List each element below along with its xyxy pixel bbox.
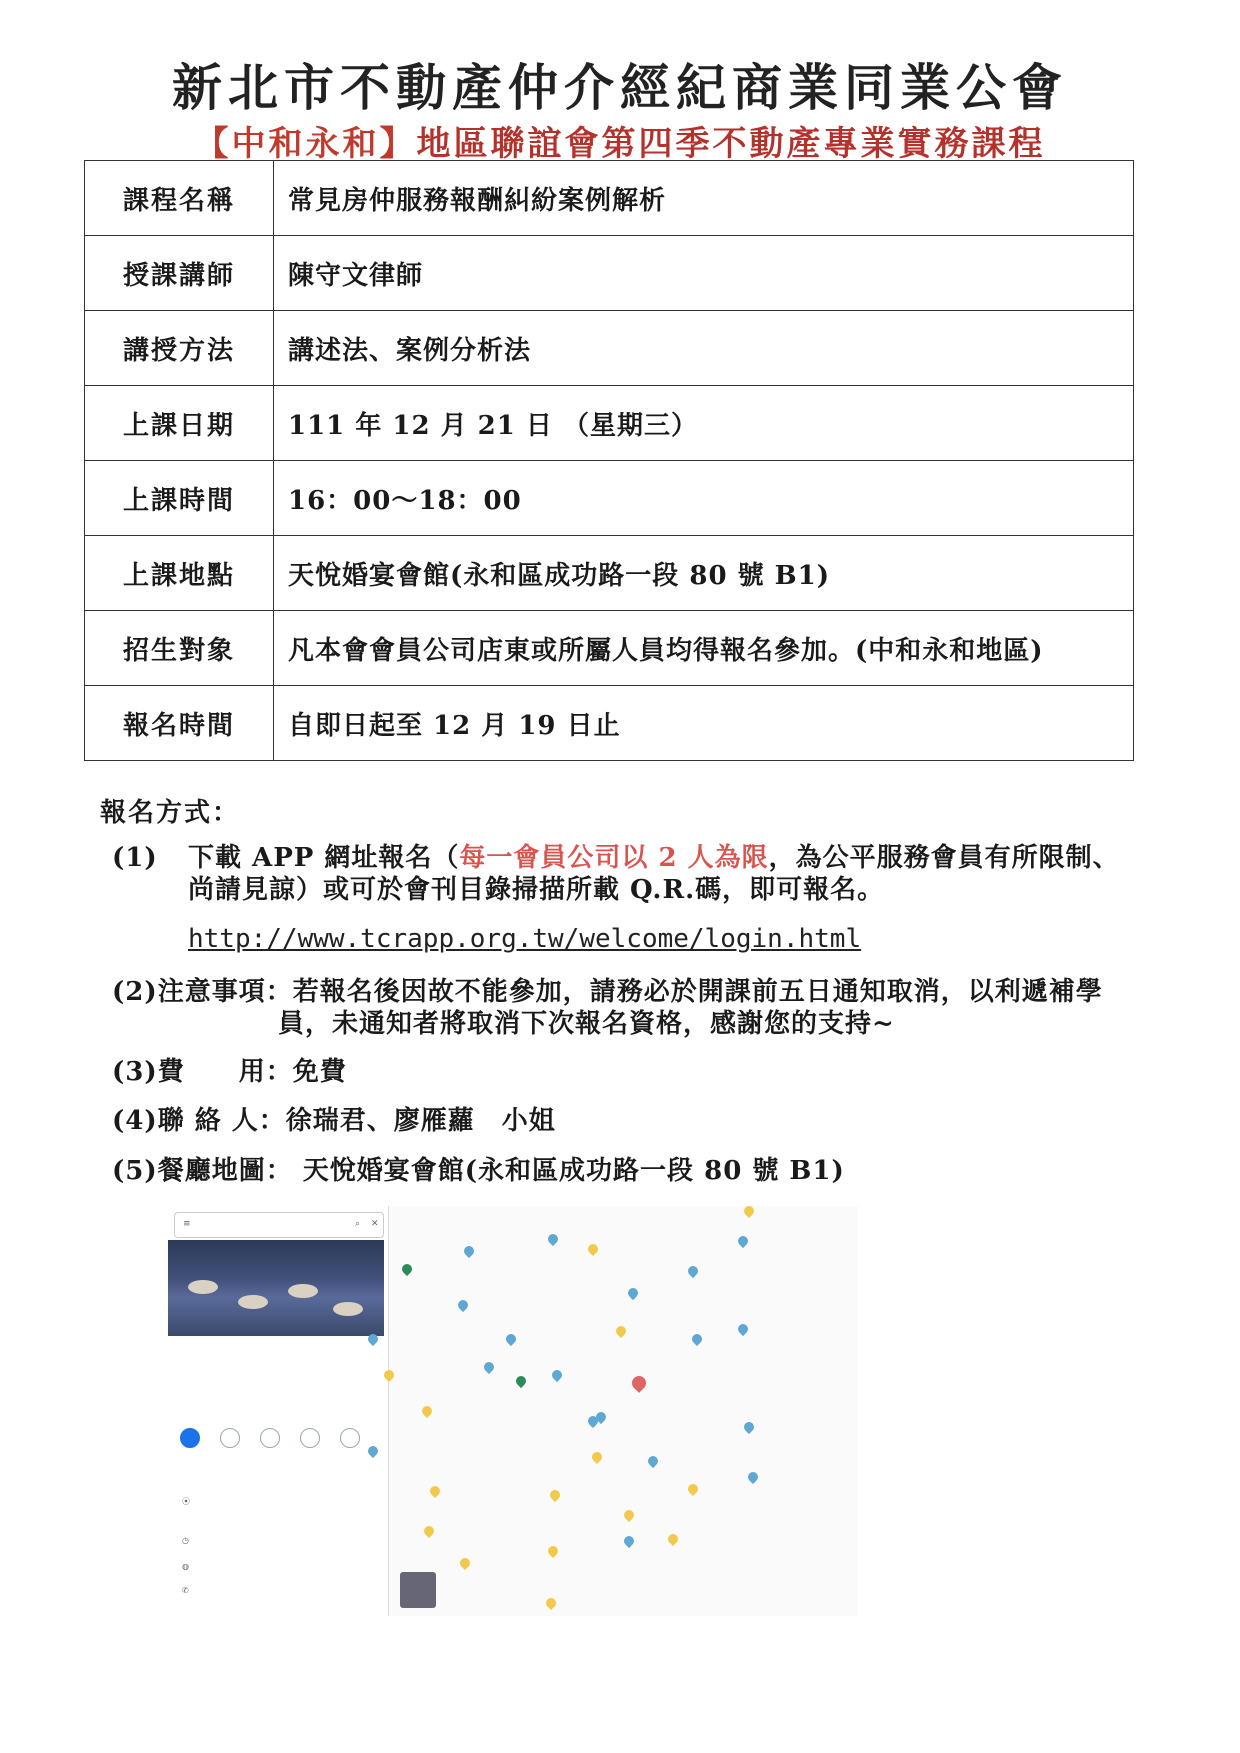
- map-pin-icon: [462, 1244, 476, 1258]
- item-text: ，為公平服務會員有所限制、尚請見諒）或可於會刊目錄掃描所載 Q.R.碼，即可報名。: [188, 843, 1120, 905]
- map-pin-icon: [550, 1368, 564, 1382]
- signup-item-app: [112, 842, 1132, 906]
- table-row: [85, 386, 1134, 461]
- signup-heading: 報名方式：: [100, 798, 241, 828]
- row-value: 陳守文律師: [274, 236, 1134, 311]
- signup-url-link[interactable]: http://www.tcrapp.org.tw/welcome/login.html: [188, 924, 862, 954]
- nearby-icon: [260, 1428, 280, 1448]
- map-pin-icon: [742, 1420, 756, 1434]
- item-number: (1): [112, 843, 158, 873]
- photo-table: [333, 1302, 363, 1316]
- signup-item-notes: [112, 976, 1172, 1040]
- photo-table: [288, 1284, 318, 1298]
- map-actions: [178, 1428, 378, 1458]
- venue-photo: [168, 1240, 384, 1336]
- map-pin-icon: [504, 1332, 518, 1346]
- map-pin-icon: [622, 1534, 636, 1548]
- map-pin-icon: [548, 1488, 562, 1502]
- globe-icon: ◍: [182, 1562, 189, 1571]
- item-limit-note: 每一會員公司以 2 人為限: [459, 843, 769, 873]
- map-side-panel: [168, 1206, 389, 1616]
- row-label: 上課時間: [85, 461, 274, 536]
- map-pin-icon: [614, 1324, 628, 1338]
- map-pin-icon: [482, 1360, 496, 1374]
- row-value: 講述法、案例分析法: [274, 311, 1134, 386]
- map-pin-icon: [690, 1332, 704, 1346]
- share-icon: [340, 1428, 360, 1448]
- map-pin-icon: [586, 1242, 600, 1256]
- row-value: 凡本會會員公司店東或所屬人員均得報名參加。(中和永和地區): [274, 611, 1134, 686]
- row-label: 上課地點: [85, 536, 274, 611]
- search-icon: ⌕: [355, 1219, 361, 1229]
- photo-table: [238, 1295, 268, 1309]
- phone-icon: ✆: [182, 1586, 189, 1595]
- map-pin-icon: [546, 1544, 560, 1558]
- table-row: [85, 611, 1134, 686]
- map-pin-icon: [622, 1508, 636, 1522]
- clock-icon: ◷: [182, 1536, 189, 1545]
- signup-item-contact: (4)聯 絡 人：徐瑞君、廖雁蘿 小姐: [112, 1106, 556, 1136]
- subtitle-text: 地區聯誼會第四季不動產專業實務課程: [416, 124, 1046, 164]
- map-pin-icon: [686, 1482, 700, 1496]
- document-subtitle: [0, 116, 1240, 165]
- course-info-table: [84, 160, 1134, 761]
- map-pin-icon: [646, 1454, 660, 1468]
- row-label: 講授方法: [85, 311, 274, 386]
- map-thumbnail: [400, 1572, 436, 1608]
- row-label: 上課日期: [85, 386, 274, 461]
- map-category-bar: [394, 1212, 774, 1230]
- map-pin-icon: [422, 1524, 436, 1538]
- item-body: [188, 842, 1132, 906]
- map-pin-icon: [400, 1262, 414, 1276]
- table-row: [85, 311, 1134, 386]
- map-pin-icon: [686, 1264, 700, 1278]
- table-row: [85, 236, 1134, 311]
- table-row: [85, 161, 1134, 236]
- map-pin-icon: [736, 1234, 750, 1248]
- row-value: 16：00～18：00: [274, 461, 1134, 536]
- row-label: 授課講師: [85, 236, 274, 311]
- map-pin-icon: [544, 1596, 558, 1610]
- row-value: 天悅婚宴會館(永和區成功路一段 80 號 B1): [274, 536, 1134, 611]
- item-text: 下載 APP 網址報名（: [188, 843, 460, 873]
- row-label: 報名時間: [85, 686, 274, 761]
- map-pin-icon: [428, 1484, 442, 1498]
- map-pin-icon: [666, 1532, 680, 1546]
- map-pin-icon: [546, 1232, 560, 1246]
- save-icon: [220, 1428, 240, 1448]
- signup-item-map: (5)餐廳地圖： 天悅婚宴會館(永和區成功路一段 80 號 B1): [112, 1156, 845, 1186]
- photo-table: [188, 1280, 218, 1294]
- map-pin-icon: [590, 1450, 604, 1464]
- map-pin-icon: [746, 1470, 760, 1484]
- subtitle-region: 【中和永和】: [194, 124, 417, 164]
- notes-line-2: 員，未通知者將取消下次報名資格，感謝您的支持~: [278, 1009, 895, 1039]
- row-value: 自即日起至 12 月 19 日止: [274, 686, 1134, 761]
- map-pin-icon: [420, 1404, 434, 1418]
- table-row: [85, 461, 1134, 536]
- restaurant-map-image: [168, 1206, 858, 1616]
- menu-icon: ≡: [183, 1219, 191, 1229]
- close-icon: ✕: [371, 1219, 379, 1229]
- map-search-box: [174, 1212, 384, 1238]
- location-icon: ⦿: [182, 1497, 190, 1506]
- directions-icon: [180, 1428, 200, 1448]
- table-row: [85, 536, 1134, 611]
- table-row: [85, 686, 1134, 761]
- signup-item-fee: (3)費 用：免費: [112, 1057, 347, 1087]
- map-pin-icon: [458, 1556, 472, 1570]
- row-value: 111 年 12 月 21 日 （星期三）: [274, 386, 1134, 461]
- map-pin-icon: [736, 1322, 750, 1336]
- map-pin-icon: [514, 1374, 528, 1388]
- map-pin-icon: [626, 1286, 640, 1300]
- row-label: 招生對象: [85, 611, 274, 686]
- document-title: 新北市不動產仲介經紀商業同業公會: [172, 58, 1068, 117]
- row-value: 常見房仲服務報酬糾紛案例解析: [274, 161, 1134, 236]
- notes-line-1: (2)注意事項：若報名後因故不能參加，請務必於開課前五日通知取消，以利遞補學: [112, 977, 1103, 1007]
- venue-pin-icon: [629, 1373, 649, 1393]
- send-icon: [300, 1428, 320, 1448]
- map-pin-icon: [456, 1298, 470, 1312]
- row-label: 課程名稱: [85, 161, 274, 236]
